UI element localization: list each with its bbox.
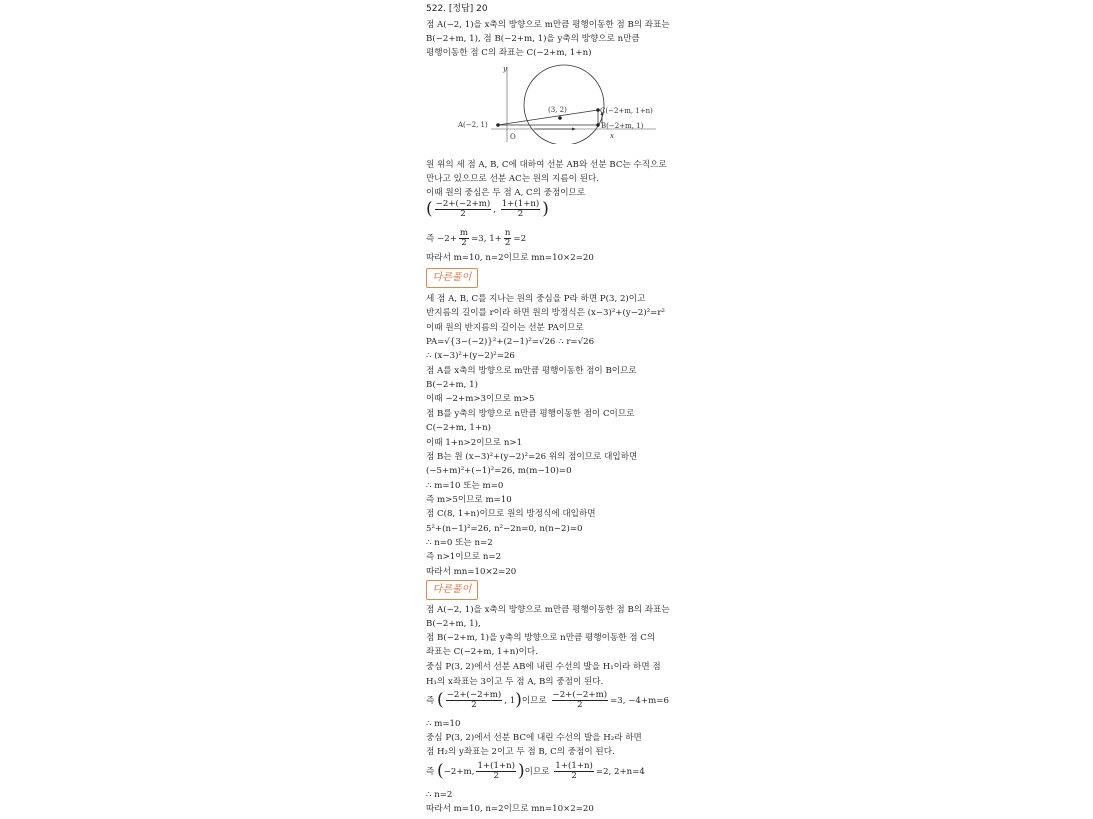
solution-line: 점 H₂의 y좌표는 2이고 두 점 B, C의 중점이 된다. [426, 747, 615, 757]
eq-text: 이므로 [521, 696, 547, 706]
midpoint-expression: ( $\frac{-2+(-2+m)}{2}$ , $\frac{1+(1+n)}{2}$ ) [426, 199, 549, 219]
circle-figure [456, 62, 676, 144]
solution-line: 이때 원의 반지름의 길이는 선분 PA이므로 [426, 322, 584, 333]
frac-den: 2 [461, 238, 467, 248]
label-a: A(−2, 1) [458, 121, 488, 129]
solution-line: ∴ m=10 또는 m=0 [426, 480, 504, 491]
solution-line: B(−2+m, 1), [426, 619, 481, 629]
answer-header: 522. [정답] 20 [426, 4, 488, 14]
solution-line: 점 C(8, 1+n)이므로 원의 방정식에 대입하면 [426, 509, 596, 520]
arrow-m-head [572, 128, 576, 131]
solution-line: 중심 P(3, 2)에서 선분 BC에 내린 수선의 발을 H₂라 하면 [426, 733, 642, 743]
eq-text: 이므로 [524, 767, 550, 777]
equation-line [426, 229, 526, 248]
solution-line: 점 B는 원 (x−3)²+(y−2)²=26 위의 점이므로 대입하면 [426, 451, 638, 462]
frac-num: −2+(−2+m) [552, 690, 608, 700]
solution-line: C(−2+m, 1+n) [426, 423, 491, 434]
frac-num: −2+(−2+m) [446, 690, 502, 700]
frac-num: −2+(−2+m) [435, 199, 491, 209]
solution-line: 즉 m>5이므로 m=10 [426, 494, 512, 505]
eq-text: =3, 1+ [471, 234, 502, 244]
frac-den: 2 [517, 209, 524, 219]
solution-line: ∴ n=2 [426, 790, 453, 800]
solution-line: 점 A(−2, 1)을 x축의 방향으로 m만큼 평행이동한 점 B의 좌표는 [426, 20, 670, 30]
solution-line: ∴ (x−3)²+(y−2)²=26 [426, 351, 515, 362]
solution-line: 반지름의 길이를 r이라 하면 원의 방정식은 (x−3)²+(y−2)²=r² [426, 308, 665, 319]
solution-line: 점 A를 x축의 방향으로 m만큼 평행이동한 점이 B이므로 [426, 365, 637, 376]
frac-num: 1+(1+n) [501, 199, 540, 209]
point-a [496, 123, 500, 127]
equation-line: 즉 ( $\frac{-2+(-2+m)}{2}$ , 1)이므로 $\frac{-2+(-2+m)}{2}$ =3, −4+m=6 [426, 690, 669, 710]
solution-line: 점 A(−2, 1)을 x축의 방향으로 m만큼 평행이동한 점 B의 좌표는 [426, 605, 670, 615]
solution-line: ∴ m=10 [426, 719, 461, 729]
x-axis-label: x [610, 132, 614, 140]
label-p: (3, 2) [548, 106, 567, 114]
solution-line: 이때 1+n>2이므로 n>1 [426, 437, 523, 448]
alt-solution-badge: 다른풀이 [426, 268, 478, 288]
solution-line: B(−2+m, 1), 점 B(−2+m, 1)을 y축의 방향으로 n만큼 [426, 34, 640, 44]
frac-den: 2 [504, 238, 511, 248]
eq-text: =2 [513, 234, 527, 244]
center-p [558, 116, 562, 120]
label-b: B(−2+m, 1) [601, 122, 644, 130]
frac-num: 1+(1+n) [477, 761, 516, 771]
frac-den: 2 [471, 700, 477, 710]
eq-text: 즉 −2+ [426, 234, 457, 244]
solution-line: 점 B를 y축의 방향으로 n만큼 평행이동한 점이 C이므로 [426, 408, 635, 419]
solution-line: 이때 원의 중심은 두 점 A, C의 중점이므로 [426, 188, 586, 198]
circle [524, 65, 604, 144]
frac-num: m [459, 228, 469, 238]
eq-text: 즉 [426, 767, 435, 777]
eq-text: =3, −4+m=6 [610, 696, 669, 706]
solution-line: B(−2+m, 1) [426, 380, 478, 391]
eq-text: 즉 [426, 696, 435, 706]
solution-line: (−5+m)²+(−1)²=26, m(m−10)=0 [426, 466, 572, 477]
solution-line: 5²+(n−1)²=26, n²−2n=0, n(n−2)=0 [426, 523, 583, 534]
solution-line: 이때 −2+m>3이므로 m>5 [426, 394, 535, 405]
frac-num: n [504, 228, 511, 238]
eq-text: −2+m, [443, 767, 475, 777]
frac-num: 1+(1+n) [555, 761, 593, 771]
frac-den: 2 [460, 209, 466, 219]
solution-line: ∴ n=0 또는 n=2 [426, 538, 493, 548]
label-c: C(−2+m, 1+n) [600, 107, 653, 115]
conclusion-line: 따라서 m=10, n=2이므로 mn=10×2=20 [426, 253, 594, 263]
solution-line: 따라서 mn=10×2=20 [426, 566, 517, 577]
conclusion-line: 따라서 m=10, n=2이므로 mn=10×2=20 [426, 804, 594, 814]
equation-line: 즉 (−2+m, $\frac{1+(1+n)}{2}$ )이므로 $\frac{1+(1+n)}{2}$ =2, 2+n=4 [426, 761, 645, 781]
solution-line: 만나고 있으므로 선분 AC는 원의 지름이 된다. [426, 174, 600, 184]
y-axis-label: y [503, 65, 507, 73]
frac-den: 2 [493, 771, 499, 781]
solution-line: 원 위의 세 점 A, B, C에 대하여 선분 AB와 선분 BC는 수직으로 [426, 160, 667, 170]
solution-line: 중심 P(3, 2)에서 선분 AB에 내린 수선의 발을 H₁이라 하면 점 [426, 662, 661, 672]
point-b [596, 123, 600, 127]
eq-text: =2, 2+n=4 [595, 767, 645, 777]
solution-line: 평행이동한 점 C의 좌표는 C(−2+m, 1+n) [426, 48, 592, 58]
solution-line: 점 B(−2+m, 1)을 y축의 방향으로 n만큼 평행이동한 점 C의 [426, 633, 656, 643]
solution-line: 세 점 A, B, C를 지나는 원의 중심을 P라 하면 P(3, 2)이고 [426, 294, 646, 304]
solution-line: 즉 n>1이므로 n=2 [426, 552, 502, 563]
frac-den: 2 [571, 771, 577, 781]
origin-label: O [510, 133, 516, 141]
alt-solution-badge: 다른풀이 [426, 580, 478, 600]
solution-line: H₁의 x좌표는 3이고 두 점 A, B의 중점이 된다. [426, 677, 604, 687]
frac-den: 2 [577, 700, 583, 710]
separator: , [493, 205, 499, 215]
eq-text: , 1 [504, 696, 516, 706]
solution-line: PA=√{3−(−2)}²+(2−1)²=√26 ∴ r=√26 [426, 337, 595, 348]
solution-line: 좌표는 C(−2+m, 1+n)이다. [426, 647, 538, 657]
